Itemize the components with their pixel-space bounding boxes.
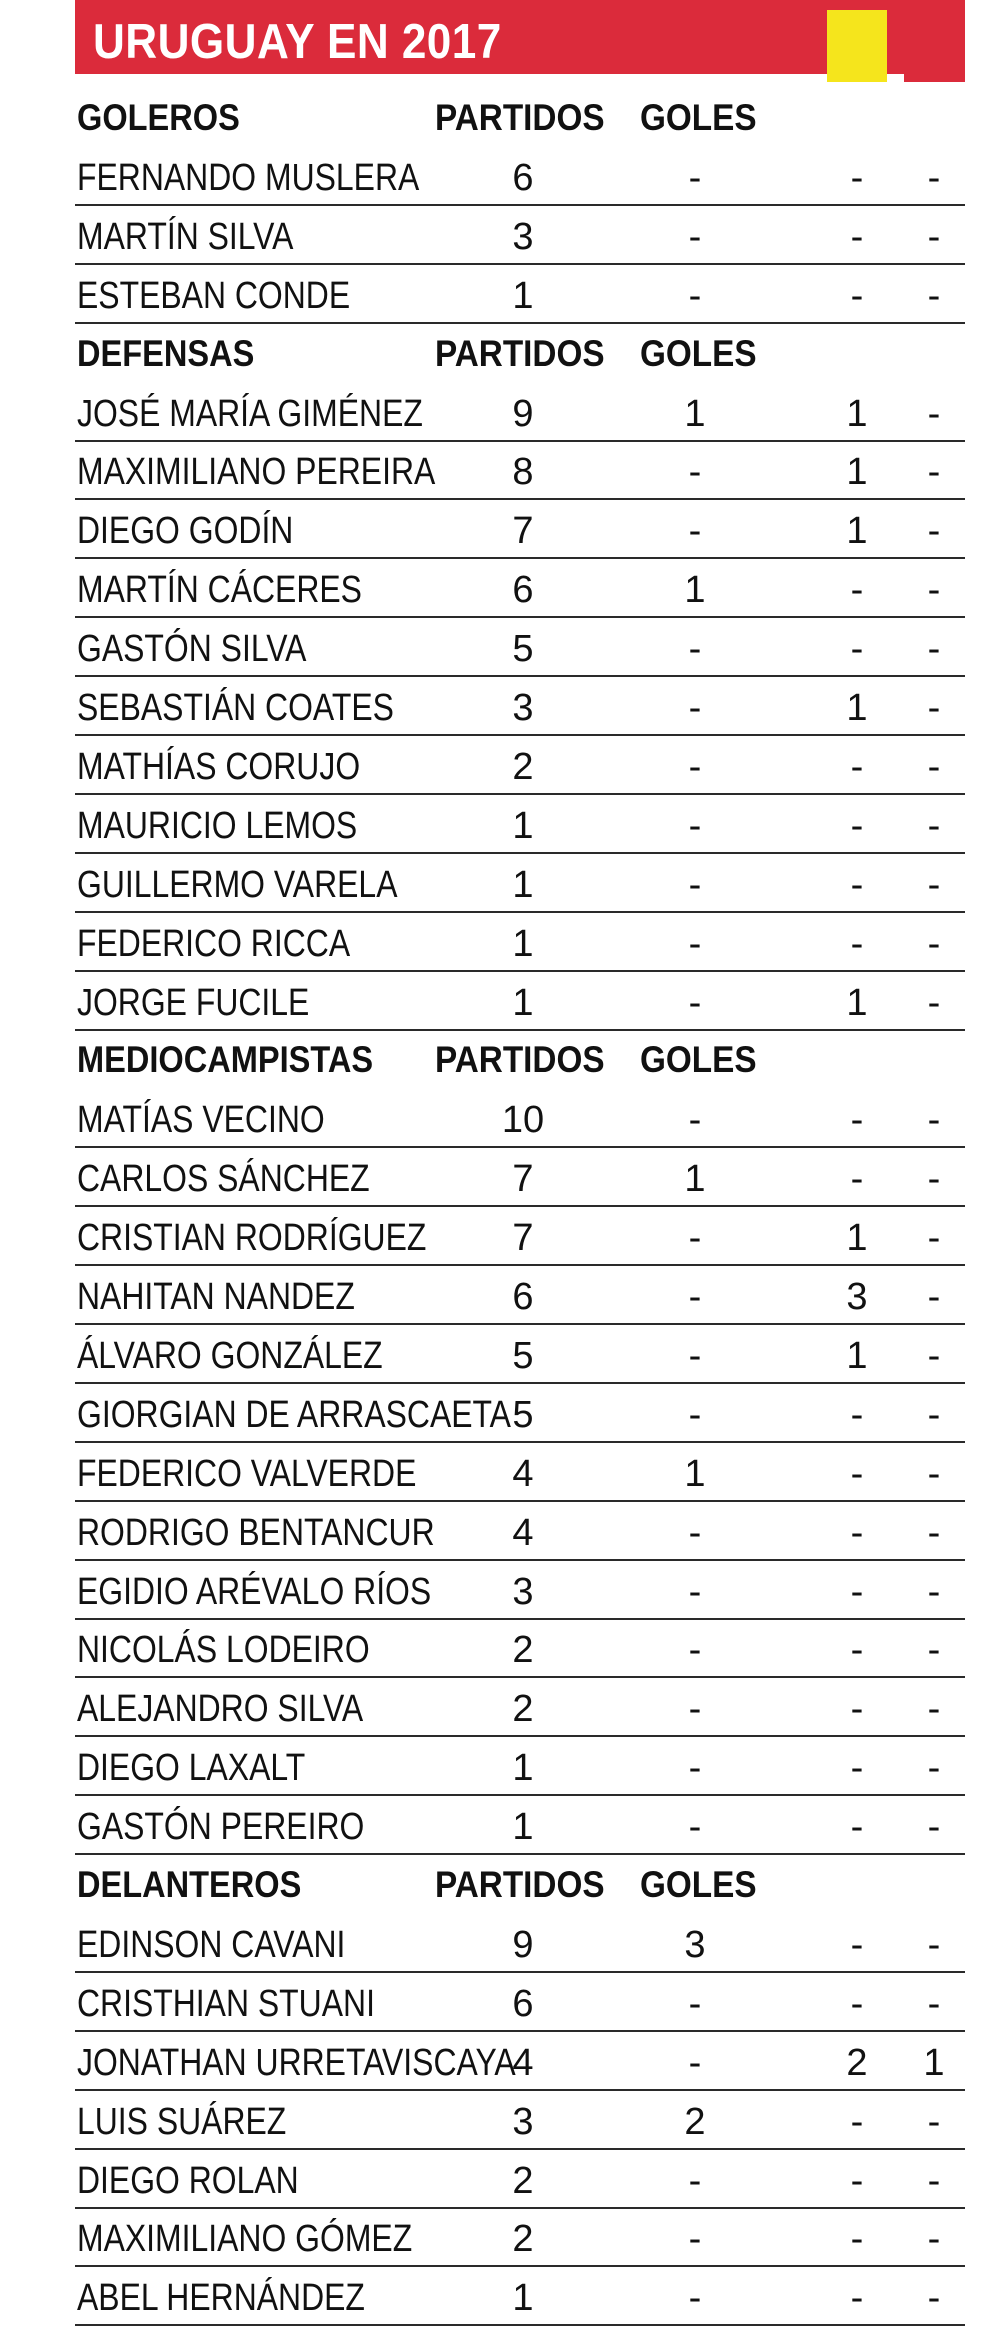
red-cards-value: 1 [923, 2041, 945, 2084]
goles-value: 1 [684, 1158, 706, 1201]
red-cards-value: - [927, 745, 941, 788]
yellow-cards-value: - [850, 1570, 864, 1613]
table-row [75, 2032, 965, 2091]
partidos-value: 6 [512, 1982, 534, 2025]
player-name: MATHÍAS CORUJO [77, 745, 361, 788]
goles-value: - [688, 863, 702, 906]
goles-value: 1 [684, 392, 706, 435]
partidos-value: 4 [512, 1452, 534, 1495]
red-cards-value: - [927, 2218, 941, 2261]
player-name: ALEJANDRO SILVA [77, 1688, 364, 1731]
player-name: JONATHAN URRETAVISCAYA [77, 2041, 516, 2084]
player-name: FEDERICO VALVERDE [77, 1452, 417, 1495]
red-cards-value: - [927, 687, 941, 729]
partidos-value: 1 [512, 981, 534, 1024]
table-row [75, 1443, 965, 1502]
partidos-value: 6 [512, 1276, 534, 1318]
section-header [75, 1855, 965, 1914]
red-cards-value: - [927, 922, 941, 965]
goles-value: - [688, 922, 702, 965]
goles-value: - [688, 628, 702, 671]
partidos-header: PARTIDOS [435, 332, 605, 374]
partidos-value: 1 [512, 804, 534, 847]
yellow-cards-value: - [850, 1688, 864, 1731]
player-name: CARLOS SÁNCHEZ [77, 1158, 370, 1201]
yellow-cards-value: - [850, 1511, 864, 1554]
red-card-icon [904, 10, 965, 82]
goles-value: - [688, 2041, 702, 2084]
red-cards-value: - [927, 1982, 941, 2025]
player-name: DIEGO GODÍN [77, 510, 294, 553]
red-cards-value: - [927, 392, 941, 435]
red-cards-value: - [927, 1629, 941, 1672]
player-name: EGIDIO ARÉVALO RÍOS [77, 1570, 432, 1613]
goles-value: - [688, 687, 702, 729]
goles-header: GOLES [640, 97, 757, 138]
table-row [75, 1384, 965, 1443]
partidos-value: 1 [512, 1747, 534, 1790]
partidos-value: 1 [512, 922, 534, 965]
player-name: EDINSON CAVANI [77, 1923, 346, 1966]
red-cards-value: - [927, 863, 941, 906]
table-row [75, 1325, 965, 1384]
goles-value: - [688, 510, 702, 553]
table-row [75, 1266, 965, 1325]
partidos-value: 4 [512, 1511, 534, 1554]
yellow-cards-value: 1 [846, 1334, 868, 1377]
partidos-value: 2 [512, 2218, 534, 2261]
red-cards-value: - [927, 1393, 941, 1436]
table-row [75, 1148, 965, 1207]
table-row [75, 736, 965, 795]
player-name: NICOLÁS LODEIRO [77, 1629, 370, 1672]
partidos-value: 10 [501, 1099, 545, 1142]
partidos-value: 8 [512, 451, 534, 494]
player-name: CRISTIAN RODRÍGUEZ [77, 1217, 427, 1260]
player-name: NAHITAN NANDEZ [77, 1276, 355, 1318]
section-header [75, 88, 965, 147]
player-name: GUILLERMO VARELA [77, 863, 398, 906]
yellow-cards-value: - [850, 804, 864, 847]
table-row [75, 618, 965, 677]
goles-value: - [688, 1393, 702, 1436]
table-row [75, 500, 965, 559]
player-name: MAXIMILIANO PEREIRA [77, 451, 436, 494]
player-name: CRISTHIAN STUANI [77, 1982, 375, 2025]
yellow-cards-value: 1 [846, 392, 868, 435]
table-row [75, 2150, 965, 2209]
yellow-cards-value: 2 [846, 2041, 868, 2084]
table-row [75, 2267, 965, 2326]
player-name: ESTEBAN CONDE [77, 274, 351, 317]
table-row [75, 265, 965, 324]
yellow-cards-value: - [850, 2100, 864, 2143]
partidos-value: 3 [512, 2100, 534, 2143]
yellow-cards-value: - [850, 2218, 864, 2261]
partidos-value: 9 [512, 1923, 534, 1966]
partidos-header: PARTIDOS [435, 1864, 605, 1905]
player-name: JOSÉ MARÍA GIMÉNEZ [77, 392, 423, 435]
yellow-cards-value: - [850, 156, 864, 199]
goles-value: - [688, 1688, 702, 1731]
yellow-cards-value: - [850, 1452, 864, 1495]
player-name: MARTÍN SILVA [77, 215, 294, 258]
partidos-value: 7 [512, 510, 534, 553]
table-row [75, 559, 965, 618]
player-name: RODRIGO BENTANCUR [77, 1511, 435, 1554]
player-name: ABEL HERNÁNDEZ [77, 2277, 365, 2320]
table-row [75, 1561, 965, 1620]
red-cards-value: - [927, 1276, 941, 1318]
player-name: MARTÍN CÁCERES [77, 569, 362, 612]
red-cards-value: - [927, 1511, 941, 1554]
table-row [75, 2091, 965, 2150]
yellow-cards-value: - [850, 1982, 864, 2025]
yellow-cards-value: - [850, 745, 864, 788]
section-title: MEDIOCAMPISTAS [77, 1039, 374, 1081]
red-cards-value: - [927, 1923, 941, 1966]
table-row [75, 854, 965, 913]
yellow-cards-value: - [850, 1099, 864, 1142]
partidos-value: 5 [512, 1334, 534, 1377]
player-name: DIEGO LAXALT [77, 1747, 306, 1790]
table-row [75, 913, 965, 972]
table-row [75, 441, 965, 500]
partidos-value: 2 [512, 1688, 534, 1731]
goles-value: - [688, 274, 702, 317]
red-cards-value: - [927, 804, 941, 847]
partidos-value: 6 [512, 569, 534, 612]
red-cards-value: - [927, 215, 941, 258]
player-name: GASTÓN SILVA [77, 628, 307, 671]
red-cards-value: - [927, 156, 941, 199]
section-header [75, 1030, 965, 1089]
partidos-value: 2 [512, 745, 534, 788]
yellow-cards-value: - [850, 215, 864, 258]
goles-value: - [688, 2218, 702, 2261]
yellow-cards-value: - [850, 1393, 864, 1436]
partidos-value: 2 [512, 2159, 534, 2202]
red-cards-value: - [927, 1452, 941, 1495]
table-row [75, 1796, 965, 1855]
goles-value: - [688, 1629, 702, 1672]
red-cards-value: - [927, 1217, 941, 1260]
player-name: LUIS SUÁREZ [77, 2100, 287, 2143]
player-name: FEDERICO RICCA [77, 922, 351, 965]
goles-value: - [688, 804, 702, 847]
yellow-cards-value: 3 [846, 1276, 868, 1318]
partidos-value: 3 [512, 215, 534, 258]
player-name: MAXIMILIANO GÓMEZ [77, 2218, 413, 2261]
player-name: MATÍAS VECINO [77, 1099, 325, 1142]
goles-value: - [688, 745, 702, 788]
player-name: DIEGO ROLAN [77, 2159, 299, 2202]
partidos-value: 9 [512, 392, 534, 435]
partidos-value: 1 [512, 863, 534, 906]
table-row [75, 1914, 965, 1973]
red-cards-value: - [927, 1688, 941, 1731]
goles-value: - [688, 1806, 702, 1849]
red-cards-value: - [927, 1334, 941, 1377]
yellow-cards-value: - [850, 2159, 864, 2202]
table-row [75, 206, 965, 265]
yellow-card-icon [827, 10, 887, 82]
goles-value: - [688, 1217, 702, 1260]
partidos-value: 1 [512, 274, 534, 317]
goles-value: - [688, 2159, 702, 2202]
red-cards-value: - [927, 1747, 941, 1790]
table-row [75, 1678, 965, 1737]
yellow-cards-value: - [850, 863, 864, 906]
goles-value: - [688, 2277, 702, 2320]
player-name: ÁLVARO GONZÁLEZ [77, 1334, 383, 1377]
partidos-header: PARTIDOS [435, 1039, 605, 1081]
player-name: FERNANDO MUSLERA [77, 156, 420, 199]
yellow-cards-value: - [850, 628, 864, 671]
goles-header: GOLES [640, 1864, 757, 1905]
yellow-cards-value: - [850, 1747, 864, 1790]
table-row [75, 972, 965, 1031]
yellow-cards-value: - [850, 2277, 864, 2320]
table-row [75, 1737, 965, 1796]
red-cards-value: - [927, 2277, 941, 2320]
red-cards-value: - [927, 274, 941, 317]
goles-value: - [688, 1334, 702, 1377]
section-title: DEFENSAS [77, 332, 255, 374]
goles-value: - [688, 1099, 702, 1142]
yellow-cards-value: 1 [846, 1217, 868, 1260]
goles-value: - [688, 215, 702, 258]
partidos-value: 3 [512, 1570, 534, 1613]
partidos-value: 7 [512, 1158, 534, 1201]
goles-value: 2 [684, 2100, 706, 2143]
table-row [75, 383, 965, 442]
goles-value: - [688, 981, 702, 1024]
yellow-cards-value: - [850, 569, 864, 612]
goles-value: - [688, 1747, 702, 1790]
goles-header: GOLES [640, 332, 757, 374]
red-cards-value: - [927, 1099, 941, 1142]
red-cards-value: - [927, 569, 941, 612]
yellow-cards-value: - [850, 1629, 864, 1672]
player-name: GASTÓN PEREIRO [77, 1806, 365, 1849]
partidos-value: 4 [512, 2041, 534, 2084]
partidos-value: 1 [512, 1806, 534, 1849]
player-name: MAURICIO LEMOS [77, 804, 358, 847]
section-header [75, 324, 965, 383]
partidos-value: 1 [512, 2277, 534, 2320]
partidos-value: 5 [512, 1393, 534, 1436]
goles-value: - [688, 451, 702, 494]
yellow-cards-value: - [850, 274, 864, 317]
goles-value: - [688, 1570, 702, 1613]
partidos-value: 6 [512, 156, 534, 199]
partidos-header: PARTIDOS [435, 97, 605, 138]
red-cards-value: - [927, 981, 941, 1024]
yellow-cards-value: 1 [846, 451, 868, 494]
table-row [75, 1207, 965, 1266]
yellow-cards-value: 1 [846, 510, 868, 553]
table-row [75, 147, 965, 206]
red-cards-value: - [927, 1570, 941, 1613]
player-name: GIORGIAN DE ARRASCAETA [77, 1393, 511, 1436]
player-name: JORGE FUCILE [77, 981, 310, 1024]
table-row [75, 1089, 965, 1148]
goles-header: GOLES [640, 1039, 757, 1081]
red-cards-value: - [927, 2159, 941, 2202]
goles-value: - [688, 1982, 702, 2025]
red-cards-value: - [927, 510, 941, 553]
section-title: GOLEROS [77, 97, 240, 138]
yellow-cards-value: - [850, 1158, 864, 1201]
goles-value: 3 [684, 1923, 706, 1966]
goles-value: 1 [684, 569, 706, 612]
goles-value: - [688, 156, 702, 199]
table-row [75, 677, 965, 736]
table-row [75, 2208, 965, 2267]
goles-value: - [688, 1276, 702, 1318]
partidos-value: 2 [512, 1629, 534, 1672]
section-title: DELANTEROS [77, 1864, 302, 1905]
yellow-cards-value: 1 [846, 981, 868, 1024]
table-row [75, 795, 965, 854]
red-cards-value: - [927, 451, 941, 494]
table-row [75, 1502, 965, 1561]
goles-value: 1 [684, 1452, 706, 1495]
red-cards-value: - [927, 1806, 941, 1849]
table-row [75, 1973, 965, 2032]
red-cards-value: - [927, 2100, 941, 2143]
partidos-value: 3 [512, 687, 534, 729]
goles-value: - [688, 1511, 702, 1554]
yellow-cards-value: - [850, 922, 864, 965]
partidos-value: 5 [512, 628, 534, 671]
page-title: URUGUAY EN 2017 [93, 15, 502, 69]
yellow-cards-value: 1 [846, 687, 868, 729]
yellow-cards-value: - [850, 1923, 864, 1966]
red-cards-value: - [927, 1158, 941, 1201]
yellow-cards-value: - [850, 1806, 864, 1849]
player-name: SEBASTIÁN COATES [77, 687, 394, 729]
red-cards-value: - [927, 628, 941, 671]
partidos-value: 7 [512, 1217, 534, 1260]
table-row [75, 1619, 965, 1678]
